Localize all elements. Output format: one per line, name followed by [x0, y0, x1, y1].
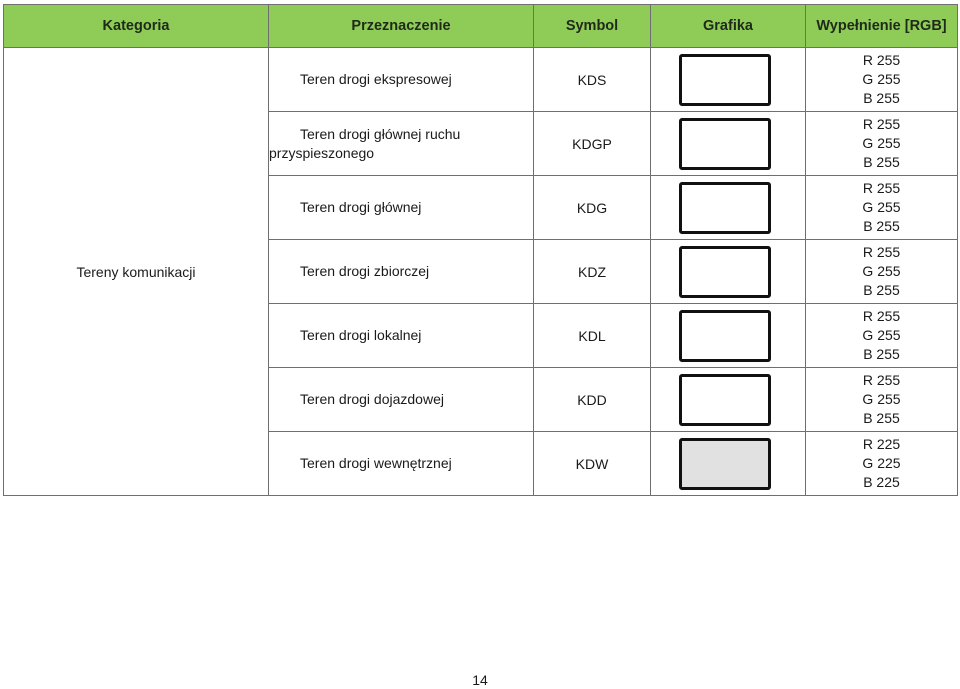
- rgb-value: G 255: [862, 263, 901, 279]
- header-row: [4, 5, 958, 48]
- symbol-cell: KDD: [534, 368, 651, 432]
- purpose-text: Teren drogi głównej ruchu: [300, 125, 461, 142]
- symbol-cell: KDZ: [534, 240, 651, 304]
- rgb-value: B 255: [863, 218, 900, 234]
- purpose-text: Teren drogi wewnętrznej: [300, 455, 452, 471]
- rgb-value: R 255: [862, 52, 901, 68]
- rgb-value: R 255: [862, 116, 901, 132]
- rgb-value: G 255: [862, 135, 901, 151]
- fill-swatch: [679, 374, 771, 426]
- header-symbol: Symbol: [534, 5, 651, 48]
- symbol-cell: KDG: [534, 176, 651, 240]
- header-category: Kategoria: [4, 5, 269, 48]
- symbol-cell: KDL: [534, 304, 651, 368]
- header-graphic: Grafika: [651, 5, 806, 48]
- rgb-cell: [806, 112, 958, 176]
- graphic-cell: [651, 176, 806, 240]
- category-cell: Tereny komunikacji: [4, 48, 269, 496]
- symbol-cell: KDGP: [534, 112, 651, 176]
- graphic-cell: [651, 240, 806, 304]
- table-row: [4, 48, 958, 112]
- symbol-cell: KDW: [534, 432, 651, 496]
- rgb-value: B 255: [863, 346, 900, 362]
- fill-swatch: [679, 246, 771, 298]
- rgb-value: B 255: [863, 154, 900, 170]
- purpose-cell: [269, 176, 534, 240]
- rgb-value: R 255: [862, 372, 901, 388]
- rgb-cell: [806, 176, 958, 240]
- header-purpose: Przeznaczenie: [269, 5, 534, 48]
- fill-swatch: [679, 310, 771, 362]
- rgb-value: B 255: [863, 90, 900, 106]
- rgb-value: B 255: [863, 410, 900, 426]
- purpose-cell: [269, 368, 534, 432]
- legend-table: [3, 4, 958, 496]
- purpose-cell: [269, 240, 534, 304]
- purpose-text: Teren drogi dojazdowej: [300, 391, 444, 407]
- rgb-value: G 225: [862, 455, 901, 471]
- purpose-cell: [269, 432, 534, 496]
- purpose-cell: [269, 112, 534, 176]
- legend-body: [4, 48, 958, 496]
- rgb-cell: [806, 432, 958, 496]
- rgb-value: R 255: [862, 308, 901, 324]
- graphic-cell: [651, 432, 806, 496]
- fill-swatch: [679, 438, 771, 490]
- rgb-value: B 255: [863, 282, 900, 298]
- rgb-cell: [806, 240, 958, 304]
- graphic-cell: [651, 112, 806, 176]
- rgb-value: R 255: [862, 180, 901, 196]
- rgb-value: G 255: [862, 391, 901, 407]
- purpose-text: Teren drogi głównej: [300, 199, 422, 215]
- graphic-cell: [651, 48, 806, 112]
- purpose-cell: [269, 304, 534, 368]
- fill-swatch: [679, 182, 771, 234]
- header-fill-rgb: Wypełnienie [RGB]: [806, 5, 958, 48]
- symbol-cell: KDS: [534, 48, 651, 112]
- graphic-cell: [651, 304, 806, 368]
- page-number: 14: [472, 672, 488, 688]
- purpose-text: przyspieszonego: [269, 144, 375, 161]
- graphic-cell: [651, 368, 806, 432]
- rgb-cell: [806, 48, 958, 112]
- fill-swatch: [679, 54, 771, 106]
- rgb-cell: [806, 368, 958, 432]
- rgb-value: G 255: [862, 327, 901, 343]
- rgb-value: G 255: [862, 199, 901, 215]
- rgb-value: R 255: [862, 244, 901, 260]
- rgb-value: R 225: [862, 436, 901, 452]
- purpose-text: Teren drogi lokalnej: [300, 327, 422, 343]
- rgb-value: G 255: [862, 71, 901, 87]
- purpose-text: Teren drogi ekspresowej: [300, 71, 452, 87]
- fill-swatch: [679, 118, 771, 170]
- rgb-value: B 225: [863, 474, 900, 490]
- rgb-cell: [806, 304, 958, 368]
- purpose-text: Teren drogi zbiorczej: [300, 263, 430, 279]
- purpose-cell: [269, 48, 534, 112]
